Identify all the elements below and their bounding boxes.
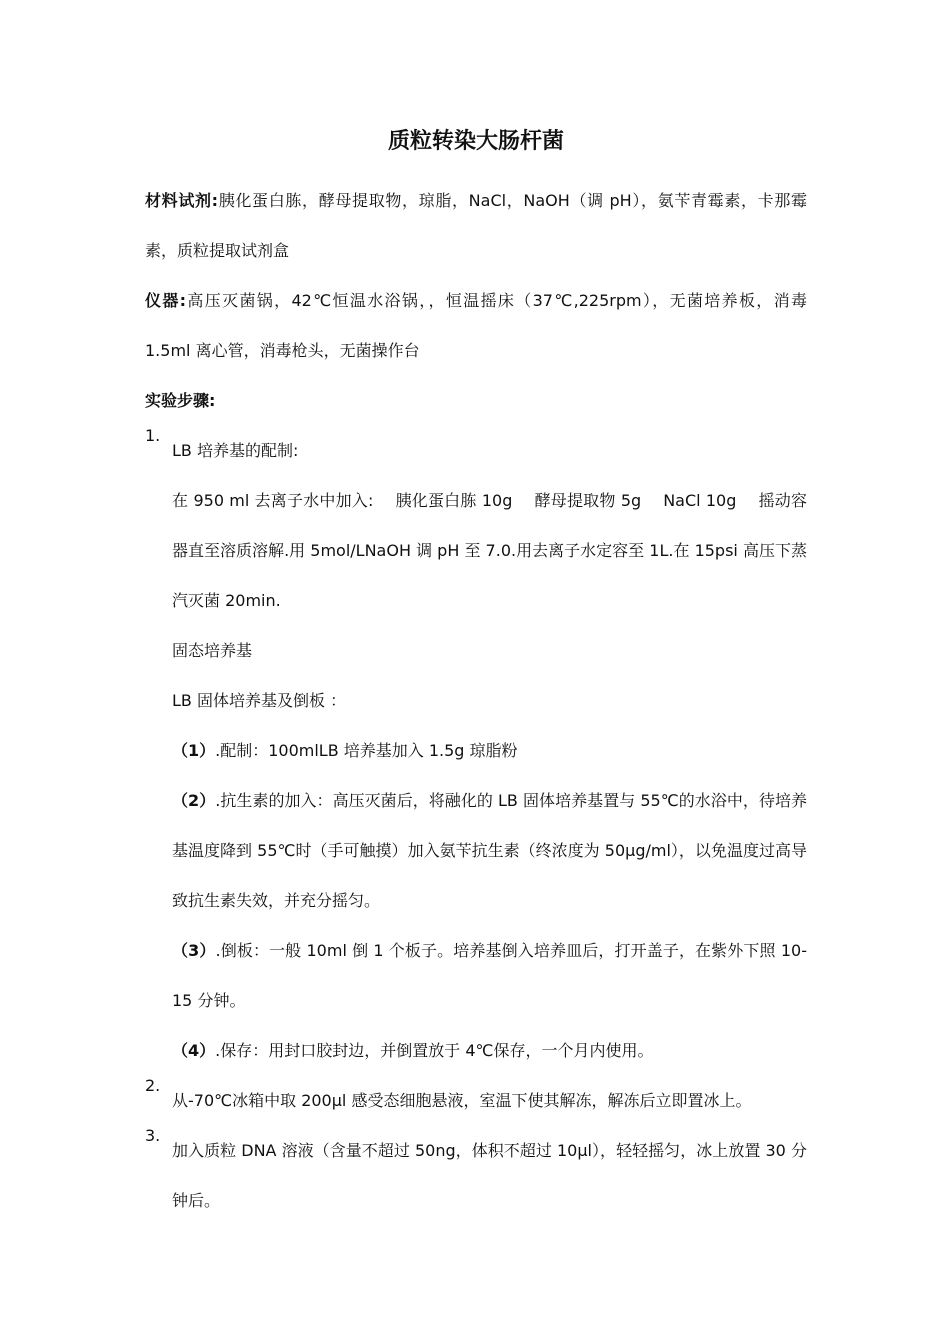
step-1-intro	[172, 476, 807, 626]
instruments-text: 高压灭菌锅，42℃恒温水浴锅，，恒温摇床（37℃,225rpm），无菌培养板，消毒 1.5ml 离心管，消毒枪头，无菌操作台	[145, 291, 807, 360]
substep-3-number: （3）	[172, 941, 216, 960]
ingredient-3: NaCl 10g	[663, 491, 737, 510]
substep-3-text: .倒板：一般 10ml 倒 1 个板子。培养基倒入培养皿后，打开盖子，在紫外下照 10-15 分钟。	[172, 941, 807, 1010]
substep-2-number: （2）	[172, 791, 216, 810]
substep-2	[172, 776, 807, 926]
substep-2-text: .抗生素的加入：高压灭菌后，将融化的 LB 固体培养基置与 55℃的水浴中，待培养基温度降到 55℃时（手可触摸）加入氨苄抗生素（终浓度为 50μg/ml），以免温度过高导致抗生素失效，并充分摇匀。	[172, 791, 807, 910]
step-1-intro-text: 在 950 ml 去离子水中加入:	[172, 491, 374, 510]
step-1-number: 1.	[145, 426, 161, 445]
step-1-title: LB 培养基的配制:	[172, 441, 299, 460]
step-3	[145, 1126, 807, 1226]
step-2-number: 2.	[145, 1076, 161, 1095]
ingredient-2: 酵母提取物 5g	[534, 491, 642, 510]
substep-3	[172, 926, 807, 1026]
substep-1	[172, 726, 807, 776]
substep-1-number: （1）	[172, 741, 216, 760]
substep-4	[172, 1026, 807, 1076]
document-title: 质粒转染大肠杆菌	[387, 129, 564, 154]
substep-4-number: （4）	[172, 1041, 216, 1060]
steps-heading: 实验步骤:	[145, 391, 216, 410]
solid-medium-label: 固态培养基	[172, 641, 253, 660]
step-2-text: 从-70℃冰箱中取 200μl 感受态细胞悬液，室温下使其解冻，解冻后立即置冰上。	[172, 1091, 752, 1110]
substep-4-text: .保存：用封口胶封边，并倒置放于 4℃保存，一个月内使用。	[215, 1041, 654, 1060]
instruments-paragraph	[145, 276, 807, 376]
step-1	[145, 426, 807, 1076]
materials-paragraph	[145, 176, 807, 276]
substep-1-text: .配制：100mlLB 培养基加入 1.5g 琼脂粉	[215, 741, 518, 760]
step-2	[145, 1076, 807, 1126]
step-1-intro-rest: 摇动容器直至溶质溶解.用 5mol/LNaOH 调 pH 至 7.0.用去离子水定容至 1L.在 15psi 高压下蒸汽灭菌 20min.	[172, 491, 807, 610]
lb-solid-label: LB 固体培养基及倒板 ：	[172, 691, 347, 710]
document-page	[145, 122, 807, 1226]
materials-text: 胰化蛋白胨，酵母提取物，琼脂，NaCl，NaOH（调 pH），氨苄青霉素，卡那霉素，质粒提取试剂盒	[145, 191, 807, 260]
ingredient-1: 胰化蛋白胨 10g	[395, 491, 513, 510]
step-3-text: 加入质粒 DNA 溶液（含量不超过 50ng，体积不超过 10μl），轻轻摇匀，冰上放置 30 分钟后。	[172, 1141, 807, 1210]
step-3-number: 3.	[145, 1126, 161, 1145]
instruments-label: 仪器:	[145, 291, 187, 310]
materials-label: 材料试剂:	[145, 191, 219, 210]
